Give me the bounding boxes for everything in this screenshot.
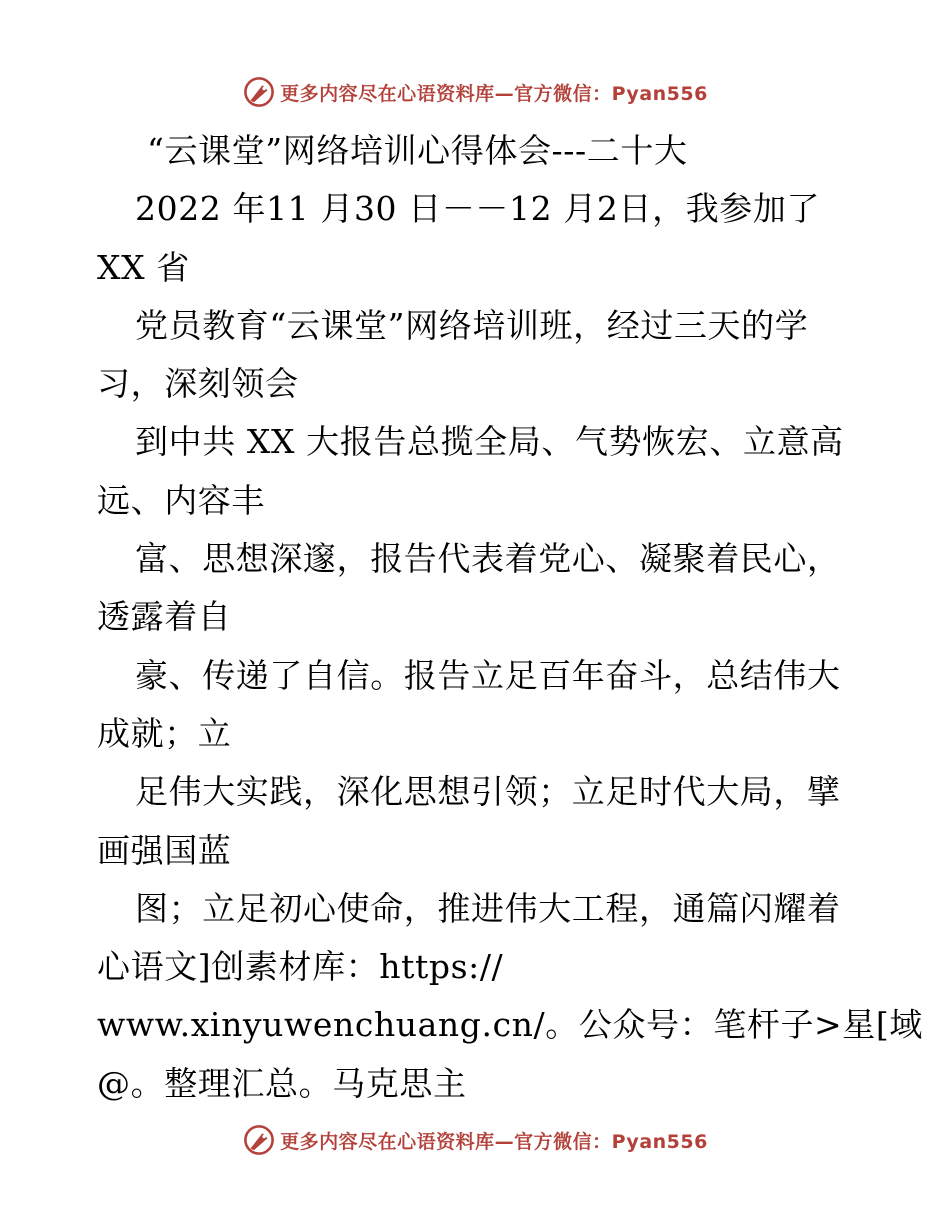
paragraph-line: 远、内容丰	[97, 480, 265, 520]
header-watermark-banner	[0, 72, 950, 112]
paragraph-line: 画强国蓝	[97, 830, 232, 870]
footer-watermark-banner	[0, 1120, 950, 1160]
document-title: “云课堂”网络培训心得体会---二十大	[147, 131, 688, 170]
paragraph-line: 心语文]创素材库：https://	[97, 947, 504, 987]
pen-nib-logo-icon	[242, 1123, 276, 1157]
paragraph-line: @。整理汇总。马克思主	[97, 1063, 467, 1103]
paragraph-line: www.xinyuwenchuang.cn/。公众号：笔杆子>星[域	[97, 1005, 923, 1045]
paragraph-line: 习，深刻领会	[97, 364, 299, 404]
paragraph-line: 富、思想深邃，报告代表着党心、凝聚着民心，	[135, 539, 841, 579]
paragraph-line: 图；立足初心使命，推进伟大工程，通篇闪耀着	[135, 888, 841, 928]
paragraph-line: 足伟大实践，深化思想引领；立足时代大局，擘	[135, 772, 841, 812]
watermark-text: 更多内容尽在心语资料库—官方微信：Pyan556	[280, 82, 708, 105]
pen-nib-logo-icon	[242, 75, 276, 109]
paragraph-line: 党员教育“云课堂”网络培训班，经过三天的学	[135, 305, 809, 345]
document-body	[97, 122, 923, 1113]
watermark-text: 更多内容尽在心语资料库—官方微信：Pyan556	[280, 1130, 708, 1153]
paragraph-line: 2022 年11 月30 日－－12 月2日，我参加了	[135, 189, 821, 229]
paragraph-line: 透露着自	[97, 597, 232, 637]
paragraph-line: 成就；立	[97, 713, 232, 753]
paragraph-line: 豪、传递了自信。报告立足百年奋斗，总结伟大	[135, 655, 841, 695]
paragraph-line: 到中共 XX 大报告总揽全局、气势恢宏、立意高	[135, 422, 844, 462]
paragraph-line: XX 省	[97, 247, 190, 287]
